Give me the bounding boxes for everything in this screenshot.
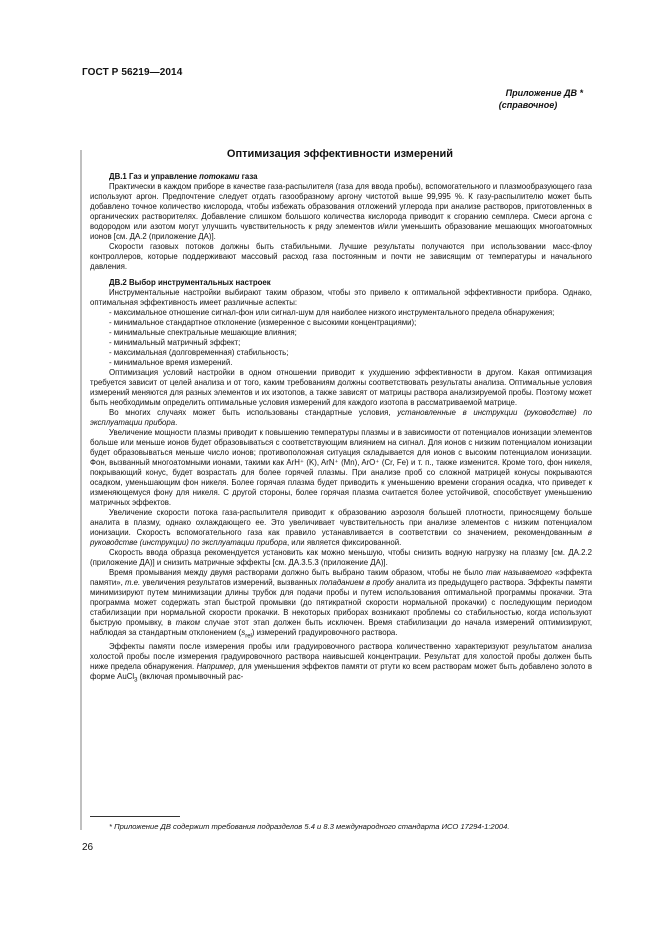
paragraph: Увеличение мощности плазмы приводит к повышению температуры плазмы и в зависимости от потенциалов ионизации элементов больше или меньше ионов будет образовываться с соответствующим влиянием на сигнал. Для ионов с низким потенциалом ионизации будет образовываться меньше число ионов; противоположная ситуация складывается для ионов с высоким потенциалом ионизации. Фон, вызванный многоатомными ионами, такими как ArH⁺ (K), ArN⁺ (Mn), ArO⁺ (Cr, Fe) и т. п., также изменится. Кроме того, фон никеля, покрывающий конус, будет возрастать для более горячей плазмы. При анализе проб со сложной матрицей конусы покрываются осадком, уменьшающим фон никеля. Более горячая плазма будет приводить к уменьшению времени сгорания осадка, что приведет к изменяющемуся фону для никеля. С другой стороны, более горячая плазма считается более устойчивой, способствует уменьшению матричных эффектов. (90, 428, 592, 507)
appendix-kind: (справочное) (498, 100, 558, 110)
paragraph: Увеличение скорости потока газа-распылителя приводит к образованию аэрозоля большей плотности, приносящему больше аналита в плазму, однако охлаждающего ее. Это увеличивает чувствительность при анализе элементов с низким потенциалом ионизации. Скорость вспомогательного газа как правило устанавливается в соответствии со значением, рекомендованным в руководстве (инструкции) по эксплуатации прибора, или является фиксированной. (90, 508, 592, 547)
footnote: * Приложение ДВ содержит требования подразделов 5.4 и 8.3 международного стандарта ИСО 17294-1:2004. (109, 822, 510, 831)
paragraph: Время промывания между двумя растворами должно быть выбрано таким образом, чтобы не было так называемого «эффекта памяти», т.е. увеличения результатов измерений, вызванных попаданием в пробу аналита из предыдущего раствора. Эффекты памяти минимизируют путем минимизации длины трубок для подачи пробы и путем использования оптимальной программы прокачки. Эта программа может содержать этап быстрой промывки (до пятикратной скорости нормальной прокачки) с последующим периодом стабилизации при нормальной скорости прокачки. В некоторых приборах возникают проблемы со стабильностью, когда используют быструю промывку, в таком случае этот этап должен быть исключен. Время стабилизации до начала измерений оптимизируют, наблюдая за стандартным отклонением $(s_{rel})$ измерений градуировочного раствора. (90, 568, 593, 640)
paragraph: Оптимизация условий настройки в одном отношении приводит к ухудшению эффективности в другом. Какая оптимизация требуется зависит от целей анализа и от того, каким требованиям должны соответствовать результаты анализа. Оптимальные условия измерений меняются для разных элементов и их изотопов, а также зависят от матрицы раствора анализируемой пробы. Поэтому может быть необходимым определить оптимальные условия измерений для каждого изотопа в рассматриваемой матрице. (90, 368, 592, 407)
paragraph: Практически в каждом приборе в качестве газа-распылителя (газа для ввода пробы), вспомогательного и плазмообразующего газа используют аргон. Предпочтение следует отдать газообразному аргону чистотой выше 99,995 %. К газу-распылителю может быть добавлено точное количество кислорода, чтобы избежать образования отложений углерода при анализе растворов, приготовленных в органических растворителях. Добавление слишком большого количества кислорода приводит к сгоранию семплера. Смеси аргона с водородом или азотом могут улучшить чувствительность к ряду элементов и/или уменьшить образование мешающих многоатомных ионов [см. ДА.2 (приложение ДА)]. (90, 182, 592, 241)
paragraph: Скорость ввода образца рекомендуется установить как можно меньшую, чтобы снизить водную нагрузку на плазму [см. ДА.2.2 (приложение ДА)] и снизить матричные эффекты [см. ДА.3.5.3 (приложение ДА)]. (90, 548, 592, 567)
list-item: - минимальные спектральные мешающие влияния; (109, 328, 297, 337)
footnote-rule (90, 816, 180, 817)
page-title: Оптимизация эффективности измерений (226, 148, 454, 160)
section-heading-dv2: ДВ.2 Выбор инструментальных настроек (109, 278, 271, 287)
paragraph: Во многих случаях может быть использованы стандартные условия, установленные в инструкции (руководстве) по эксплуатации прибора. (90, 408, 592, 427)
list-item: - максимальное отношение сигнал-фон или сигнал-шум для наиболее низкого инструментального предела обнаружения; (109, 308, 555, 317)
appendix-title: Приложение ДВ * (505, 88, 583, 98)
list-item: - максимальная (долговременная) стабильность; (109, 348, 289, 357)
list-item: - минимальный матричный эффект; (109, 338, 241, 347)
paragraph: Эффекты памяти после измерения пробы или градуировочного раствора количественно характеризуют результатом анализа холостой пробы после измерения градуировочного раствора наивысшей концентрации. Результат для холостой пробы должен быть ниже предела обнаружения. Например, для уменьшения эффектов памяти от ртути ко всем растворам может быть добавлено золото в форме AuCl$_3$ (включая промывочный рас- (90, 641, 592, 684)
list-item: - минимальное стандартное отклонение (измеренное с высокими концентрациями); (109, 318, 417, 327)
margin-mark (80, 150, 82, 830)
section-heading-dv1: ДВ.1 Газ и управление потоками газа (109, 172, 258, 181)
appendix-label (383, 87, 583, 111)
page-number: 26 (82, 842, 94, 853)
document-body (90, 172, 592, 685)
list-item: - минимальное время измерений. (109, 358, 233, 367)
paragraph: Инструментальные настройки выбирают таким образом, чтобы это привело к оптимальной эффективности прибора. Однако, оптимальная эффективность имеет различные аспекты: (90, 288, 592, 307)
paragraph: Скорости газовых потоков должны быть стабильными. Лучшие результаты получаются при использовании масс-флоу контроллеров, которые поддерживают массовый расход газа постоянным и почти не зависящим от температуры и начального давления. (90, 242, 592, 271)
standard-header: ГОСТ Р 56219—2014 (82, 67, 183, 78)
